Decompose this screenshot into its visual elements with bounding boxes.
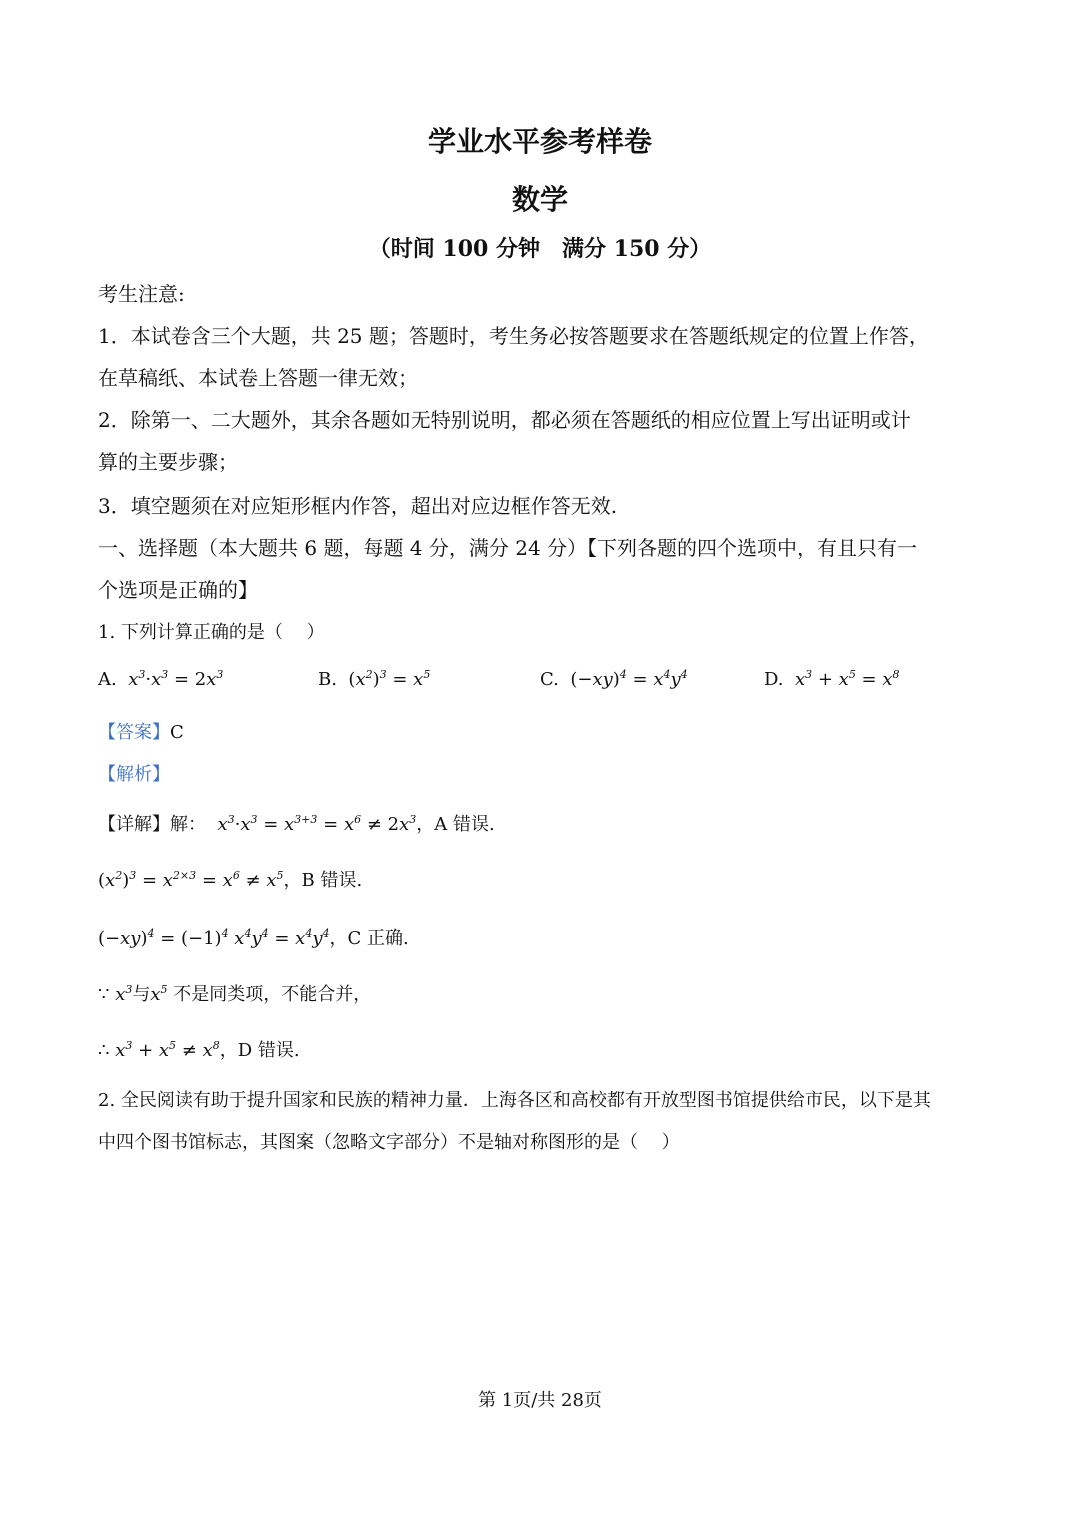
detail-b-conclusion: ，B 错误.: [283, 870, 363, 891]
detail-tag: 【详解】解：: [98, 814, 206, 835]
notice-heading: 考生注意:: [98, 282, 185, 306]
option-b-label: B.: [318, 669, 337, 690]
detail-therefore-line: [98, 1036, 300, 1062]
time-note: （时间 100 分钟 满分 150 分）: [368, 236, 712, 262]
option-d-label: D.: [764, 669, 784, 690]
option-b-formula: $(x^2)^3 = x^5$: [348, 668, 431, 690]
notice-item-1-line-1: 1．本试卷含三个大题，共 25 题；答题时，考生务必按答题要求在答题纸规定的位置上作答，: [98, 324, 929, 348]
answer-line: [98, 718, 184, 744]
option-c-formula: $(-xy)^4 = x^4y^4$: [570, 668, 688, 690]
answer-value: C: [170, 722, 184, 743]
question-1-stem: 1. 下列计算正确的是（ ）: [98, 622, 325, 643]
subject-title: 数学: [511, 183, 568, 216]
option-b: [318, 668, 430, 690]
section-1-heading-line-1: 一、选择题（本大题共 6 题，每题 4 分，满分 24 分）【下列各题的四个选项中，有且只有一: [98, 536, 918, 560]
option-d: [764, 668, 900, 690]
because-term-2: $x^5$: [150, 983, 168, 1005]
option-c-label: C.: [540, 669, 559, 690]
notice-item-3: 3．填空题须在对应矩形框内作答，超出对应边框作答无效.: [98, 494, 618, 518]
detail-formula-d: $x^3 + x^5 \ne x^8$: [115, 1039, 220, 1061]
page-footer: 第 1页/共 28页: [478, 1390, 602, 1411]
detail-line-b: [98, 866, 362, 892]
detail-formula-c: $(-xy)^4 = (-1)^4$ $x^4y^4 = x^4y^4$: [98, 927, 330, 949]
analysis-tag: 【解析】: [98, 764, 170, 785]
question-2-line-1: 2. 全民阅读有助于提升国家和民族的精神力量．上海各区和高校都有开放型图书馆提供给市民，以下是其: [98, 1090, 931, 1111]
detail-c-conclusion: ，C 正确.: [329, 928, 409, 949]
detail-d-conclusion: ，D 错误.: [219, 1040, 300, 1061]
answer-tag: 【答案】: [98, 722, 170, 743]
option-a-formula: $x^3\cdot x^3 = 2x^3$: [122, 668, 224, 690]
because-mid: 与: [132, 984, 151, 1005]
option-c: [540, 668, 688, 690]
detail-formula-a: $x^3\cdot x^3 = x^{3+3} = x^6 \ne 2x^3$: [211, 813, 417, 835]
because-symbol: ∵: [98, 984, 110, 1005]
question-2-line-2: 中四个图书馆标志，其图案（忽略文字部分）不是轴对称图形的是（ ）: [98, 1132, 680, 1153]
notice-item-1-line-2: 在草稿纸、本试卷上答题一律无效；: [98, 366, 418, 390]
detail-formula-b: $(x^2)^3 = x^{2\times 3} = x^6 \ne x^5$: [98, 869, 284, 891]
detail-a-conclusion: ，A 错误.: [416, 814, 495, 835]
option-a-label: A.: [98, 669, 117, 690]
detail-because-line: [98, 980, 371, 1006]
section-1-heading-line-2: 个选项是正确的】: [98, 578, 258, 602]
exam-title: 学业水平参考样卷: [427, 125, 652, 158]
therefore-symbol: ∴: [98, 1040, 110, 1061]
detail-line-a: [98, 810, 495, 836]
notice-item-2-line-2: 算的主要步骤；: [98, 450, 238, 474]
because-term-1: $x^3$: [115, 983, 133, 1005]
option-d-formula: $x^3 + x^5 = x^8$: [789, 668, 900, 690]
because-text: 不是同类项，不能合并，: [173, 984, 372, 1005]
option-a: [98, 668, 223, 690]
notice-item-2-line-1: 2．除第一、二大题外，其余各题如无特别说明，都必须在答题纸的相应位置上写出证明或计: [98, 408, 911, 432]
detail-line-c: [98, 924, 409, 950]
